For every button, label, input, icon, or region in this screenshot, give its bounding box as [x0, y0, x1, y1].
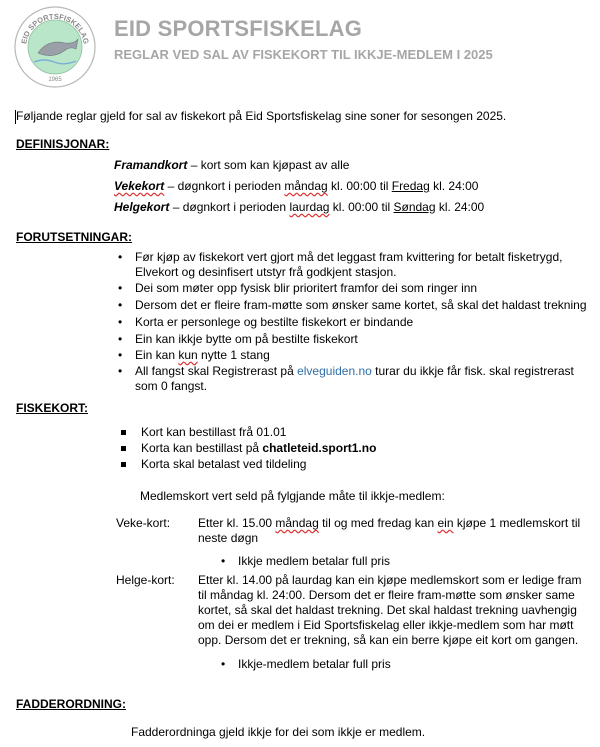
square-bullet-icon — [121, 446, 126, 451]
logo-text: EID SPORTSFISKELAG — [19, 11, 91, 45]
prerequisite-item: All fangst skal Registrerast på elveguiden.no turar du ikkje får fisk. skal registrerast som 0 fangst. — [135, 364, 574, 393]
prerequisite-item: Korta er personlege og bestilte fiskekort er bindande — [135, 315, 414, 329]
member-card-intro: Medlemskort vert seld på fylgjande måte til ikkje-medlem: — [140, 489, 445, 503]
intro-paragraph: Føljande reglar gjeld for sal av fiskekort på Eid Sportsfiskelag sine soner for sesongen 2025. — [16, 109, 507, 123]
bullet-icon: • — [118, 250, 123, 264]
bullet-icon: • — [118, 332, 123, 346]
bullet-icon: • — [118, 281, 123, 295]
logo-year: 1965 — [48, 77, 62, 83]
elveguiden-link[interactable]: elveguiden.no — [297, 364, 372, 378]
bullet-icon: • — [221, 554, 226, 568]
org-name: EID SPORTSFISKELAG — [114, 16, 363, 41]
week-card-label: Veke-kort: — [116, 516, 171, 530]
prerequisite-item: Ein kan kun nytte 1 stang — [135, 348, 270, 362]
definition-term: Vekekort — [114, 179, 165, 193]
prerequisite-item: Før kjøp av fiskekort vert gjort må det leggast fram kvittering for betalt fisketrygd, Elvekort og desinfisert utstyr frå godkjent stasjon. — [135, 250, 563, 279]
fishing-card-item: Korta skal betalast ved tildeling — [141, 457, 307, 471]
week-card-text: Etter kl. 15.00 måndag til og med fredag kan ein kjøpe 1 medlemskort til neste døgn — [198, 516, 581, 545]
definition-vekekort: Vekekort – døgnkort i perioden måndag kl. 00:00 til Fredag kl. 24:00 — [114, 179, 479, 193]
fishing-cards-heading: FISKEKORT: — [16, 401, 88, 415]
bullet-icon: • — [118, 364, 123, 378]
week-card-price: Ikkje medlem betalar full pris — [238, 554, 391, 568]
sponsorship-text: Fadderordninga gjeld ikkje for dei som ikkje er medlem. — [131, 725, 426, 739]
prerequisite-item: Dei som møter opp fysisk blir prioritert framfor dei som ringer inn — [135, 281, 478, 295]
definition-framandkort — [114, 158, 349, 173]
definition-text: – kort som kan kjøpast av alle — [187, 158, 350, 172]
definition-helgekort: Helgekort – døgnkort i perioden laurdag kl. 00:00 til Søndag kl. 24:00 — [114, 200, 485, 214]
prerequisite-item: Ein kan ikkje bytte om på bestilte fiskekort — [135, 332, 358, 346]
square-bullet-icon — [121, 430, 126, 435]
prerequisite-item: Dersom det er fleire fram-møtte som ønsker same kortet, så skal det haldast trekning — [135, 298, 587, 312]
definition-term: Framandkort — [114, 158, 188, 172]
square-bullet-icon — [121, 462, 126, 467]
bullet-icon: • — [118, 348, 123, 362]
club-logo — [14, 6, 96, 88]
weekend-card-label: Helge-kort: — [116, 573, 175, 587]
prerequisites-heading: FORUTSETNINGAR: — [16, 230, 132, 244]
order-website[interactable]: chatleteid.sport1.no — [262, 441, 377, 455]
definition-term: Helgekort — [114, 200, 170, 214]
bullet-icon: • — [118, 315, 123, 329]
bullet-icon: • — [221, 657, 226, 671]
sponsorship-heading: FADDERORDNING: — [16, 697, 126, 711]
bullet-icon: • — [118, 298, 123, 312]
fishing-card-order: Korta kan bestillast på chatleteid.sport1.no — [141, 441, 377, 455]
fishing-card-item: Kort kan bestillast frå 01.01 — [141, 425, 287, 439]
weekend-card-price: Ikkje-medlem betalar full pris — [238, 657, 391, 671]
weekend-card-text: Etter kl. 14.00 på laurdag kan ein kjøpe medlemskort som er ledige fram til måndag kl. 24:00. Dersom det er fleire fram-møtte som ønsker same kortet, så skal det haldast trekning. Det skal haldast trekning uavhengig om dei er medlem i Eid Sportsfiskelag eller ikkje-medlem som har møtt opp. Dersom det er trekning, så kan ein berre kjøpe eit kort om gangen. — [198, 573, 582, 647]
document-subtitle: REGLAR VED SAL AV FISKEKORT TIL IKKJE-MEDLEM I 2025 — [114, 47, 493, 62]
definitions-heading: DEFINISJONAR: — [16, 137, 110, 151]
